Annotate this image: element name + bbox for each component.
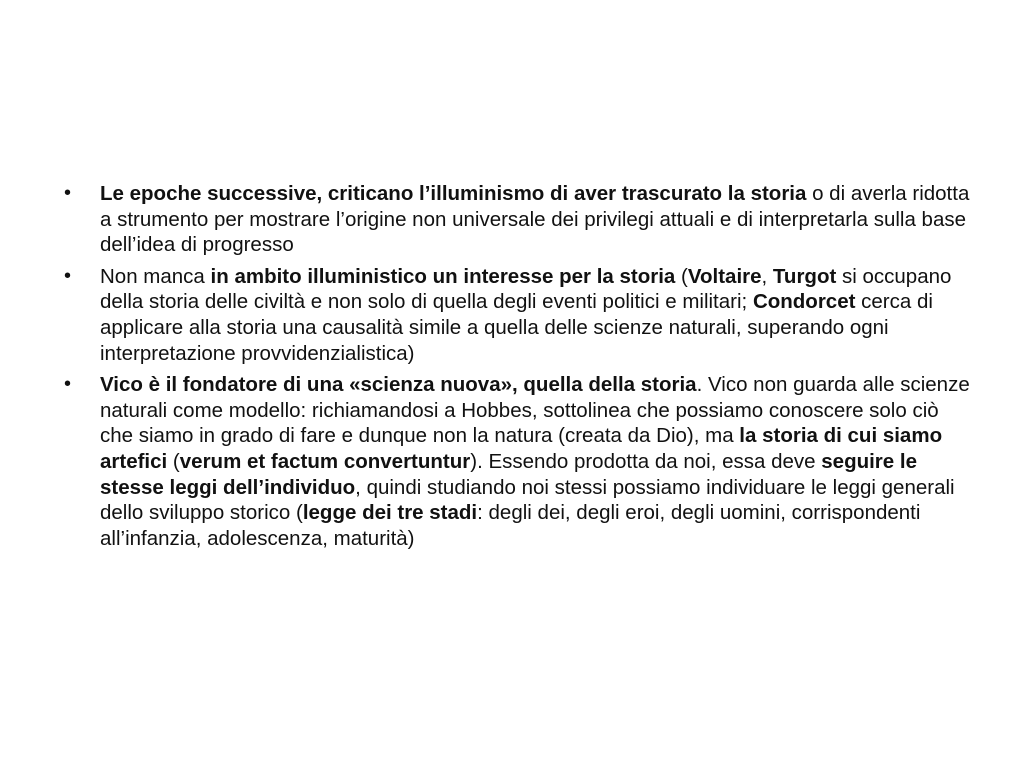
text-run: : degli dei, degli eroi, degli uomini, corrispondenti all’infanzia, adolescenza, maturità) (100, 501, 921, 550)
text-run: ( (167, 449, 180, 473)
bold-phrase: Vico è il fondatore di una «scienza nuova», quella della storia (100, 373, 697, 397)
bullet-text (100, 265, 951, 365)
bold-phrase: in ambito illuministico un interesse per la storia (210, 264, 676, 288)
bold-name-condorcet: Condorcet (752, 290, 856, 314)
bold-phrase: legge dei tre stadi (302, 501, 478, 525)
text-run: Non manca (100, 264, 211, 288)
text-run: cerca di applicare alla storia una causalità simile a quella delle scienze naturali, superando ogni interpretazione provvidenzialistica) (100, 290, 933, 365)
bold-phrase: la storia di cui siamo artefici (100, 424, 943, 473)
bold-phrase: seguire le stesse leggi dell’individuo (100, 449, 917, 499)
bold-phrase: verum et factum convertuntur (179, 449, 471, 473)
bold-phrase: Le epoche successive, criticano l’illuminismo di aver trascurato la storia (100, 182, 807, 205)
bold-name-turgot: Turgot (772, 264, 837, 288)
bold-name-voltaire: Voltaire (687, 264, 762, 288)
bullet-item (62, 264, 972, 366)
text-run: , quindi studiando noi stessi possiamo individuare le leggi generali dello sviluppo storico ( (100, 475, 955, 525)
text-run: , (761, 264, 773, 288)
bullet-item (62, 181, 972, 258)
text-run: o di averla ridotta a strumento per mostrare l’origine non universale dei privilegi attuali e di interpretarla sulla base dell’idea di progresso (100, 182, 970, 257)
bullet-dot-icon: • (64, 182, 72, 204)
bullet-dot-icon: • (64, 373, 72, 396)
text-run: ). Essendo prodotta da noi, essa deve (470, 449, 822, 473)
bullet-text (100, 373, 970, 550)
bullet-item (62, 372, 972, 551)
text-run: . Vico non guarda alle scienze naturali come modello: richiamandosi a Hobbes, sottolinea che possiamo conoscere solo ciò che siamo in grado di fare e dunque non la natura (creata da Dio), ma (100, 373, 970, 448)
bullet-text (100, 182, 969, 256)
bullet-list (62, 181, 972, 551)
text-run: ( (675, 264, 688, 288)
bullet-dot-icon: • (64, 264, 72, 287)
text-run: si occupano della storia delle civiltà e non solo di quella degli eventi politici e militari; (100, 264, 952, 314)
slide-body (62, 181, 972, 557)
